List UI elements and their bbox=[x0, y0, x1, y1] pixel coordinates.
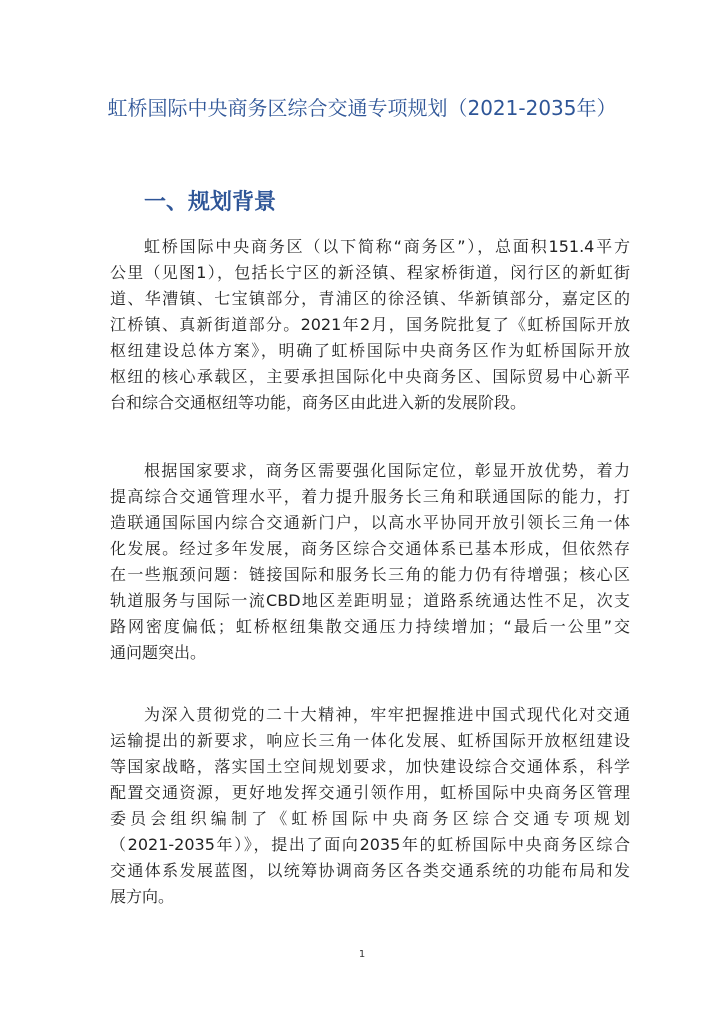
paragraph-line: 造联通国际国内综合交通新门户，以高水平协同开放引领长三角一体 bbox=[110, 513, 630, 532]
document-title: 虹桥国际中央商务区综合交通专项规划（2021-2035年） bbox=[107, 96, 617, 120]
paragraph-line: 轨道服务与国际一流CBD地区差距明显；道路系统通达性不足，次支 bbox=[110, 591, 630, 610]
paragraph-line: 江桥镇、真新街道部分。2021年2月，国务院批复了《虹桥国际开放 bbox=[110, 315, 630, 334]
paragraph-line: 虹桥国际中央商务区（以下简称“商务区”），总面积151.4平方 bbox=[144, 237, 630, 256]
paragraph-requirements bbox=[110, 458, 630, 666]
paragraph-line: 为深入贯彻党的二十大精神，牢牢把握推进中国式现代化对交通 bbox=[144, 705, 630, 724]
paragraph-line: 根据国家要求，商务区需要强化国际定位，彰显开放优势，着力 bbox=[144, 461, 630, 480]
paragraph-line: 运输提出的新要求，响应长三角一体化发展、虹桥国际开放枢纽建设 bbox=[110, 731, 630, 750]
paragraph-purpose bbox=[110, 702, 630, 910]
paragraph-line: 委员会组织编制了《虹桥国际中央商务区综合交通专项规划 bbox=[110, 809, 630, 828]
paragraph-line: 通问题突出。 bbox=[110, 643, 207, 662]
paragraph-background bbox=[110, 234, 630, 416]
paragraph-line: 枢纽建设总体方案》，明确了虹桥国际中央商务区作为虹桥国际开放 bbox=[110, 341, 630, 360]
paragraph-line: 提高综合交通管理水平，着力提升服务长三角和联通国际的能力，打 bbox=[110, 487, 630, 506]
paragraph-line: 等国家战略，落实国土空间规划要求，加快建设综合交通体系，科学 bbox=[110, 757, 630, 776]
paragraph-line: 在一些瓶颈问题：链接国际和服务长三角的能力仍有待增强；核心区 bbox=[110, 565, 630, 584]
section-heading: 一、规划背景 bbox=[144, 190, 277, 215]
paragraph-line: 枢纽的核心承载区，主要承担国际化中央商务区、国际贸易中心新平 bbox=[110, 367, 630, 386]
paragraph-line: 路网密度偏低；虹桥枢纽集散交通压力持续增加；“最后一公里”交 bbox=[110, 617, 630, 636]
paragraph-line: 公里（见图1），包括长宁区的新泾镇、程家桥街道，闵行区的新虹街 bbox=[110, 263, 630, 282]
paragraph-line: 化发展。经过多年发展，商务区综合交通体系已基本形成，但依然存 bbox=[110, 539, 630, 558]
page-number: 1 bbox=[358, 949, 366, 960]
paragraph-line: 交通体系发展蓝图，以统筹协调商务区各类交通系统的功能布局和发 bbox=[110, 861, 630, 880]
paragraph-line: 道、华漕镇、七宝镇部分，青浦区的徐泾镇、华新镇部分，嘉定区的 bbox=[110, 289, 630, 308]
paragraph-line: 展方向。 bbox=[110, 887, 175, 906]
paragraph-line: 配置交通资源，更好地发挥交通引领作用，虹桥国际中央商务区管理 bbox=[110, 783, 630, 802]
paragraph-line: 台和综合交通枢纽等功能，商务区由此进入新的发展阶段。 bbox=[110, 393, 527, 412]
paragraph-line: （2021-2035年）》，提出了面向2035年的虹桥国际中央商务区综合 bbox=[110, 835, 630, 854]
